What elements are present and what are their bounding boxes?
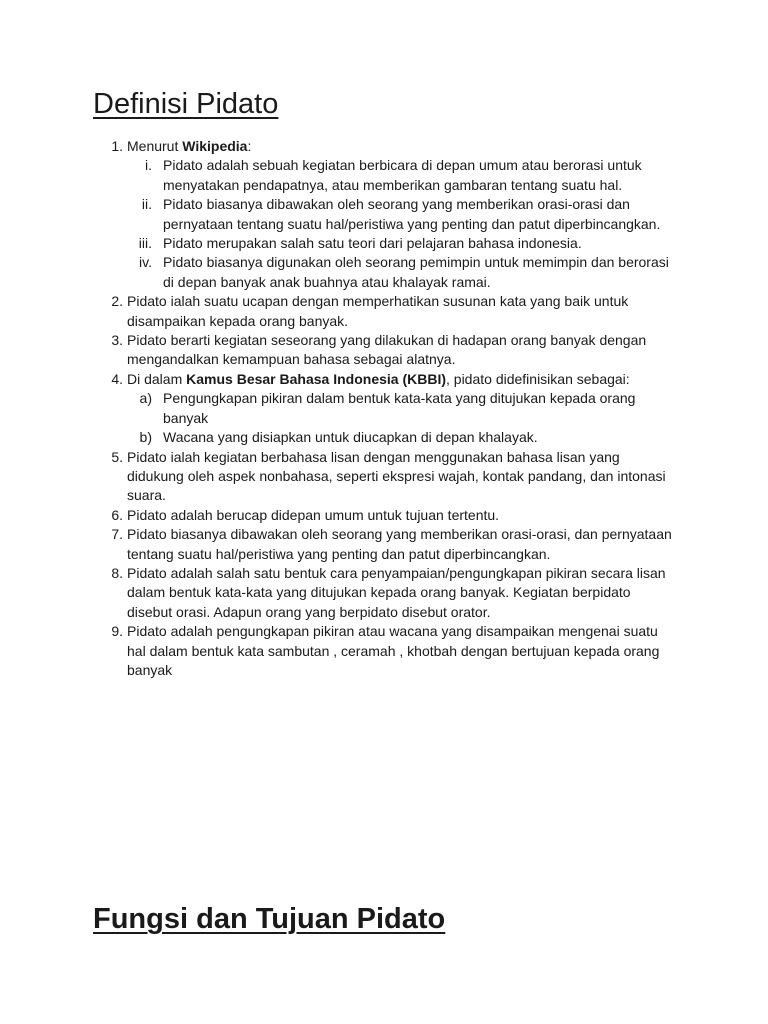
list-item-text: Pidato adalah berucap didepan umum untuk tujuan tertentu.	[127, 506, 500, 523]
list-item-text: , pidato didefinisikan sebagai:	[446, 370, 630, 387]
sub-list-item-number: b)	[139, 429, 152, 446]
list-item-number: 7.	[111, 526, 123, 543]
list-item-number: 4.	[111, 370, 123, 387]
list-item	[0, 448, 768, 506]
sub-list-item	[0, 428, 768, 447]
sub-list-item	[0, 253, 768, 292]
list-item-text: Pidato ialah suatu ucapan dengan memperhatikan susunan kata yang baik untuk disampaikan kepada orang banyak.	[127, 293, 629, 329]
heading-definisi-pidato: Definisi Pidato	[93, 88, 279, 120]
sub-list-item-text: Pidato biasanya dibawakan oleh seorang yang memberikan orasi-orasi dan pernyataan tentang suatu hal/peristiwa yang penting dan patut diperbincangkan.	[163, 196, 661, 232]
list-item	[0, 370, 768, 389]
list-item-number: 6.	[111, 506, 123, 523]
list-item-text: :	[247, 138, 252, 154]
list-item-number: 1.	[111, 138, 123, 154]
sub-list-item-number: a)	[139, 390, 152, 407]
sub-list-item-text: Pidato merupakan salah satu teori dari pelajaran bahasa indonesia.	[163, 235, 582, 252]
sub-list-item	[0, 156, 768, 195]
list-item-number: 8.	[111, 564, 123, 581]
list-item	[0, 137, 768, 156]
sub-list-item-number: ii.	[141, 196, 152, 213]
list-item-text: Pidato berarti kegiatan seseorang yang dilakukan di hadapan orang banyak dengan mengandalkan kemampuan bahasa sebagai alatnya.	[127, 332, 647, 368]
list-item-text: Di dalam	[127, 370, 187, 387]
kbbi-bold: Kamus Besar Bahasa Indonesia (KBBI)	[186, 370, 446, 387]
sub-list-item	[0, 389, 768, 428]
sub-list-item-number: iii.	[138, 235, 152, 252]
list-item-text: Pidato biasanya dibawakan oleh seorang yang memberikan orasi-orasi, dan pernyataan tentang suatu hal/peristiwa yang penting dan patut diperbincangkan.	[127, 526, 672, 562]
sub-list-item	[0, 234, 768, 253]
list-item	[0, 564, 768, 622]
sub-list-item-text: Pidato biasanya digunakan oleh seorang pemimpin untuk memimpin dan berorasi di depan banyak anak buahnya atau khalayak ramai.	[163, 254, 669, 290]
list-item-text: Pidato adalah salah satu bentuk cara penyampaian/pengungkapan pikiran secara lisan dalam bentuk kata-kata yang ditujukan kepada orang banyak. Kegiatan berpidato disebut orasi. Adapun orang yang berpidato disebut orator.	[127, 564, 666, 620]
list-item	[0, 506, 768, 525]
sub-list-item-number: iv.	[139, 254, 152, 271]
wikipedia-bold: Wikipedia	[182, 138, 248, 154]
list-item	[0, 292, 768, 331]
definition-list	[0, 137, 768, 680]
sub-list-item	[0, 195, 768, 234]
sub-list-item-number: i.	[145, 157, 152, 174]
list-item-text: Menurut	[127, 138, 183, 154]
list-item-number: 2.	[111, 293, 123, 310]
list-item	[0, 525, 768, 564]
list-item	[0, 331, 768, 370]
heading-fungsi-tujuan: Fungsi dan Tujuan Pidato	[93, 903, 446, 935]
list-item-number: 9.	[111, 623, 123, 640]
list-item-number: 5.	[111, 448, 123, 465]
list-item	[0, 622, 768, 680]
list-item-text: Pidato ialah kegiatan berbahasa lisan dengan menggunakan bahasa lisan yang didukung oleh aspek nonbahasa, seperti ekspresi wajah, kontak pandang, dan intonasi suara.	[127, 448, 666, 504]
sub-list-item-text: Pidato adalah sebuah kegiatan berbicara di depan umum atau berorasi untuk menyatakan pendapatnya, atau memberikan gambaran tentang suatu hal.	[163, 157, 642, 193]
sub-list-item-text: Pengungkapan pikiran dalam bentuk kata-kata yang ditujukan kepada orang banyak	[163, 390, 636, 426]
sub-list-item-text: Wacana yang disiapkan untuk diucapkan di depan khalayak.	[163, 429, 538, 446]
list-item-number: 3.	[111, 332, 123, 349]
list-item-text: Pidato adalah pengungkapan pikiran atau wacana yang disampaikan mengenai suatu hal dalam bentuk kata sambutan , ceramah , khotbah dengan bertujuan kepada orang banyak	[127, 623, 660, 678]
